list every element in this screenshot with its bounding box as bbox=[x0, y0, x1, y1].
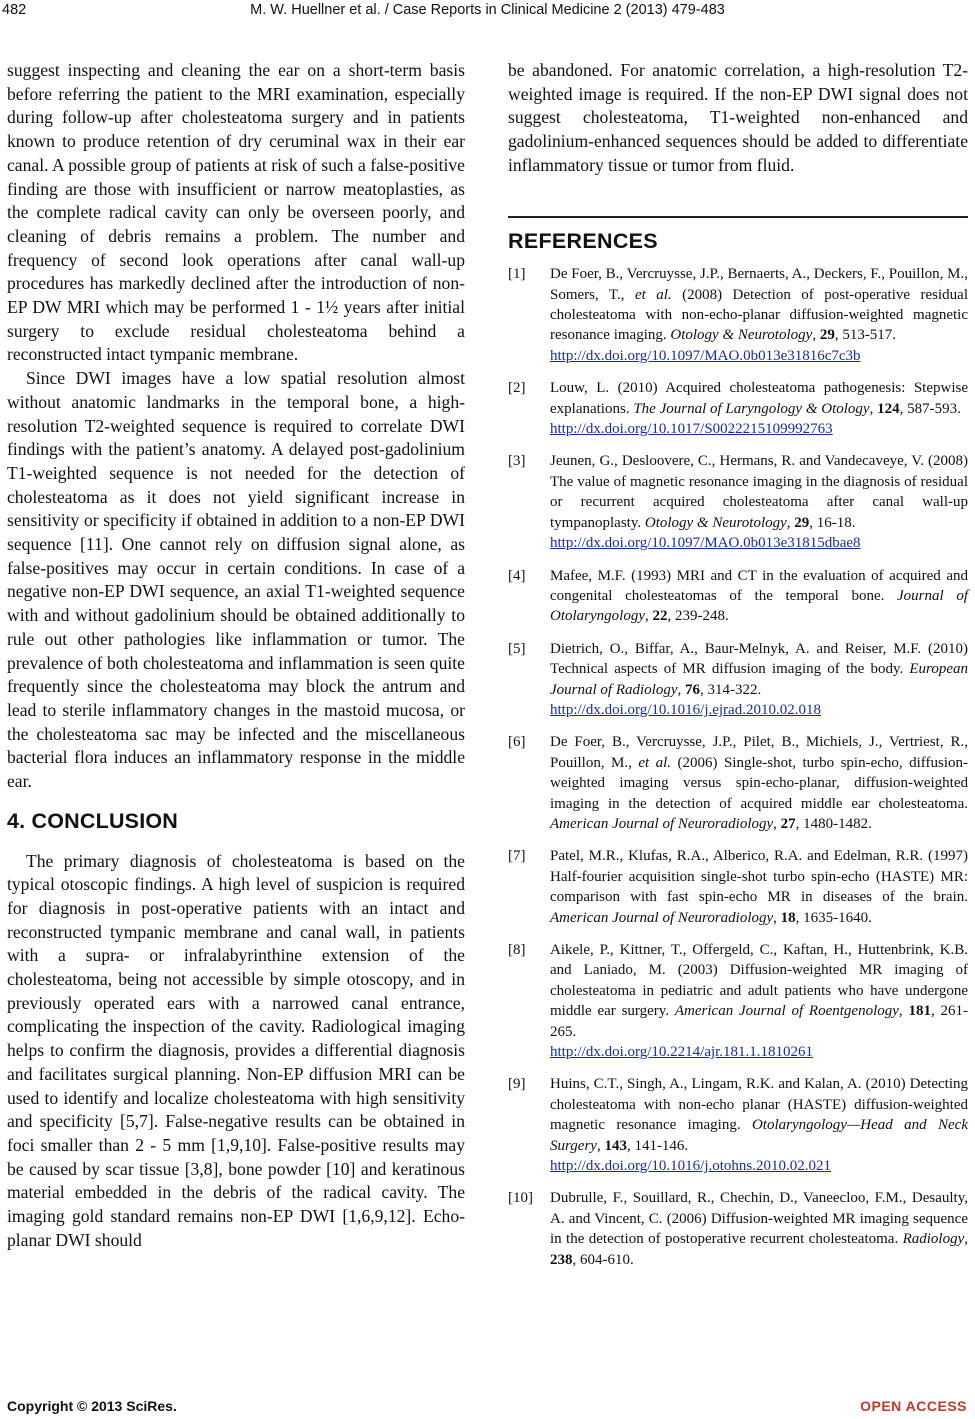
reference-text bbox=[550, 453, 968, 530]
reference-authors-title: Aikele, P., Kittner, T., Offergeld, C., Kaftan, H., Huttenbrink, K.B. and Laniado, M. (2003) Diffusion-weighted MR imaging of cholesteatoma in pediatric and adult patients who have undergone middle ear surgery. bbox=[550, 942, 968, 1020]
doi-link[interactable]: http://dx.doi.org/10.1016/j.otohns.2010.02.021 bbox=[550, 1158, 831, 1175]
reference-text bbox=[550, 568, 968, 625]
reference-number: [9] bbox=[508, 1076, 526, 1093]
reference-pages: , 513-517. bbox=[834, 327, 897, 344]
reference-pages: , 261-265. bbox=[550, 1003, 969, 1040]
page-number: 482 bbox=[2, 2, 27, 18]
right-column bbox=[508, 59, 968, 1282]
page-header bbox=[0, 2, 975, 24]
reference-volume: 29 bbox=[819, 327, 835, 344]
reference-et-al: et al. bbox=[634, 286, 672, 303]
reference-number: [6] bbox=[508, 734, 526, 751]
reference-separator: , bbox=[596, 1137, 605, 1154]
reference-text bbox=[550, 942, 968, 1040]
reference-volume: 29 bbox=[794, 514, 810, 531]
reference-volume: 27 bbox=[780, 815, 796, 832]
doi-link[interactable]: http://dx.doi.org/10.2214/ajr.181.1.1810261 bbox=[550, 1044, 814, 1061]
reference-pages: , 239-248. bbox=[667, 608, 729, 625]
reference-pages: , 604-610. bbox=[572, 1251, 634, 1268]
reference-et-al: et al. bbox=[638, 754, 672, 771]
reference-volume: 76 bbox=[685, 681, 700, 698]
reference-authors-title: Huins, C.T., Singh, A., Lingam, R.K. and Kalan, A. (2010) Detecting cholesteatoma with non-echo planar (HASTE) diffusion-weighted magnetic resonance imaging. bbox=[550, 1076, 968, 1134]
reference-separator: , bbox=[869, 400, 878, 417]
reference-separator: , bbox=[645, 608, 653, 625]
reference-item bbox=[508, 1074, 968, 1176]
reference-item bbox=[508, 732, 968, 834]
reference-text bbox=[550, 848, 968, 925]
reference-journal: American Journal of Neuroradiology bbox=[550, 815, 774, 832]
reference-separator: , bbox=[812, 327, 820, 344]
reference-authors-title: Patel, M.R., Klufas, R.A., Alberico, R.A. and Edelman, R.R. (1997) Half-fourier acquisition single-shot turbo spin-echo (HASTE) MR: comparison with fast spin-echo MR in diseases of the brain. bbox=[550, 848, 968, 906]
reference-text bbox=[550, 266, 968, 343]
reference-title: (2008) Detection of post-operative residual cholesteatoma with non-echo-planar diffusion-weighted magnetic resonance imaging. bbox=[550, 286, 968, 344]
reference-number: [2] bbox=[508, 380, 526, 397]
reference-text bbox=[550, 1076, 968, 1153]
reference-number: [7] bbox=[508, 848, 526, 865]
reference-item bbox=[508, 264, 968, 366]
doi-link[interactable]: http://dx.doi.org/10.1017/S0022215109992763 bbox=[550, 421, 833, 438]
reference-journal: American Journal of Neuroradiology bbox=[550, 909, 774, 926]
reference-authors-title: Mafee, M.F. (1993) MRI and CT in the evaluation of acquired and congenital cholesteatomas of the temporal bone. bbox=[550, 567, 968, 604]
reference-text bbox=[550, 1190, 968, 1267]
open-access-label: OPEN ACCESS bbox=[860, 1398, 967, 1414]
reference-number: [1] bbox=[508, 266, 526, 283]
reference-journal: Radiology bbox=[902, 1231, 965, 1248]
reference-item bbox=[508, 639, 968, 721]
reference-authors-title: Dubrulle, F., Souillard, R., Chechin, D., Vaneecloo, F.M., Desaulty, A. and Vincent, C. (2006) Diffusion-weighted MR imaging sequence in the detection of postoperative recurrent cholesteatoma. bbox=[550, 1190, 968, 1248]
reference-separator: , bbox=[677, 681, 685, 698]
reference-volume: 18 bbox=[780, 909, 796, 926]
reference-item bbox=[508, 1188, 968, 1270]
reference-text bbox=[550, 641, 968, 698]
references-heading: REFERENCES bbox=[508, 228, 658, 253]
reference-number: [8] bbox=[508, 942, 526, 958]
reference-item bbox=[508, 940, 968, 1062]
left-column bbox=[7, 59, 465, 1252]
running-head: M. W. Huellner et al. / Case Reports in Clinical Medicine 2 (2013) 479-483 bbox=[250, 2, 725, 18]
reference-number: [5] bbox=[508, 640, 526, 657]
reference-separator: , bbox=[898, 1003, 909, 1020]
body-paragraph: The primary diagnosis of cholesteatoma is based on the typical otoscopic findings. A high level of suspicion is required for diagnosis in post-operative patients with an intact and reconstructed tympanic membrane and canal wall, in patients with a supra- or infralabyrinthine extension of the cholesteatoma, being not accessible by simple otoscopy, and in previously operated ears with a narrowed canal entrance, complicating the inspection of the cavity. Radiological imaging helps to confirm the diagnosis, provides a differential diagnosis and facilitates surgical planning. Non-EP diffusion MRI can be used to identify and localize cholesteatoma with high sensitivity and specificity [5,7]. False-negative results can be obtained in foci smaller than 2 - 5 mm [1,9,10]. False-positive results may be caused by scar tissue [3,8], bone powder [10] and keratinous material embedded in the debris of the radical cavity. The imaging gold standard remains non-EP DWI [1,6,9,12]. Echo-planar DWI should bbox=[7, 850, 465, 1250]
reference-number: [4] bbox=[508, 567, 526, 584]
reference-pages: , 314-322. bbox=[700, 681, 762, 698]
body-paragraph: suggest inspecting and cleaning the ear on a short-term basis before referring the patient to the MRI examination, especially during follow-up after cholesteatoma surgery and in patients known to produce retention of dry ceruminal wax in their ear canal. A possible group of patients at risk of such a false-positive finding are those with insufficient or narrow meatoplasties, as the complete radical cavity can only be overseen poorly, and cleaning of debris remains a problem. The number and frequency of second look operations after canal wall-up procedures has markedly declined after the introduction of non-EP DW MRI which may be performed 1 - 1½ years after initial surgery to exclude residual cholesteatoma behind a reconstructed intact tympanic membrane. bbox=[7, 60, 465, 365]
reference-journal: Otology & Neurotology bbox=[644, 514, 787, 531]
reference-item bbox=[508, 451, 968, 553]
reference-authors-title: Louw, L. (2010) Acquired cholesteatoma pathogenesis: Stepwise explanations. bbox=[550, 380, 968, 417]
section-divider bbox=[508, 216, 968, 218]
reference-number: [10] bbox=[508, 1190, 533, 1207]
doi-link[interactable]: http://dx.doi.org/10.1097/MAO.0b013e31815dbae8 bbox=[550, 535, 861, 552]
reference-volume: 143 bbox=[604, 1137, 627, 1154]
reference-authors-title: De Foer, B., Vercruysse, J.P., Pilet, B., Michiels, J., Vertriest, R., Pouillon, M., bbox=[550, 734, 968, 771]
reference-title: (2006) Single-shot, turbo spin-echo, diffusion-weighted imaging versus spin-echo-planar, diffusion-weighted imaging in the detection of acquired middle ear cholesteatoma. bbox=[550, 754, 968, 812]
reference-text bbox=[550, 734, 968, 832]
reference-authors-title: Jeunen, G., Desloovere, C., Hermans, R. and Vandecaveye, V. (2008) The value of magnetic resonance imaging in the diagnosis of residual or recurrent acquired cholesteatoma after canal wall-up tympanoplasty. bbox=[550, 453, 968, 531]
reference-journal: Otology & Neurotology bbox=[670, 327, 813, 344]
reference-volume: 124 bbox=[877, 400, 900, 417]
reference-text bbox=[550, 380, 968, 416]
reference-authors-title: De Foer, B., Vercruysse, J.P., Bernaerts, A., Deckers, F., Pouillon, M., Somers, T., bbox=[550, 266, 968, 303]
reference-pages: , 16-18. bbox=[809, 514, 856, 531]
body-paragraph: Since DWI images have a low spatial resolution almost without anatomic landmarks in the temporal bone, a high-resolution T2-weighted sequence is required to correlate DWI findings with the patient’s anatomy. A delayed post-gadolinium T1-weighted sequence is not needed for the detection of cholesteatoma as it does not yield significant increase in sensitivity or specificity if obtained in addition to a non-EP DWI sequence [11]. One cannot rely on diffusion signal alone, as false-positives may occur in certain conditions. In case of a negative non-EP DWI sequence, an axial T1-weighted sequence with and without gadolinium should be obtained additionally to rule out other pathologies like inflammation or tumor. The prevalence of both cholesteatoma and inflammation is seen quite frequently since the cholesteatoma may block the antrum and lead to sterile inflammatory changes in the mastoid mucosa, or the cholesteatoma sac may be infected and the miscellaneous bacterial flora induces an inflammatory response in the middle ear. bbox=[7, 368, 465, 792]
reference-separator: , bbox=[964, 1231, 968, 1248]
reference-authors-title: Dietrich, O., Biffar, A., Baur-Melnyk, A. and Reiser, M.F. (2010) Technical aspects of MR diffusion imaging of the body. bbox=[550, 640, 968, 678]
doi-link[interactable]: http://dx.doi.org/10.1016/j.ejrad.2010.02.018 bbox=[550, 701, 821, 718]
reference-journal: The Journal of Laryngology & Otology bbox=[633, 400, 870, 417]
reference-number: [3] bbox=[508, 453, 526, 470]
reference-volume: 181 bbox=[908, 1003, 931, 1020]
reference-pages: , 1635-1640. bbox=[795, 909, 872, 926]
section-heading: 4. CONCLUSION bbox=[7, 808, 179, 833]
reference-pages: , 1480-1482. bbox=[795, 815, 872, 832]
reference-separator: , bbox=[773, 815, 781, 832]
reference-pages: , 141-146. bbox=[626, 1137, 689, 1154]
reference-journal: Otolaryngology—Head and Neck Surgery bbox=[550, 1117, 968, 1154]
reference-list bbox=[508, 264, 968, 1270]
reference-pages: , 587-593. bbox=[899, 400, 961, 417]
reference-volume: 238 bbox=[550, 1251, 573, 1268]
reference-journal: European Journal of Radiology bbox=[550, 661, 968, 698]
reference-item bbox=[508, 566, 968, 627]
reference-journal: Journal of Otolaryngology bbox=[550, 587, 968, 625]
reference-separator: , bbox=[786, 514, 795, 531]
reference-journal: American Journal of Roentgenology bbox=[674, 1003, 899, 1020]
reference-volume: 22 bbox=[652, 608, 668, 625]
reference-item bbox=[508, 378, 968, 439]
reference-item bbox=[508, 846, 968, 928]
body-paragraph: be abandoned. For anatomic correlation, a high-resolution T2-weighted image is required. If the non-EP DWI signal does not suggest cholesteatoma, T1-weighted non-enhanced and gadolinium-enhanced sequences should be added to differentiate inflammatory tissue or tumor from fluid. bbox=[508, 60, 968, 175]
doi-link[interactable]: http://dx.doi.org/10.1097/MAO.0b013e31816c7c3b bbox=[550, 347, 861, 364]
copyright-notice: Copyright © 2013 SciRes. bbox=[7, 1398, 177, 1414]
reference-separator: , bbox=[773, 909, 781, 926]
